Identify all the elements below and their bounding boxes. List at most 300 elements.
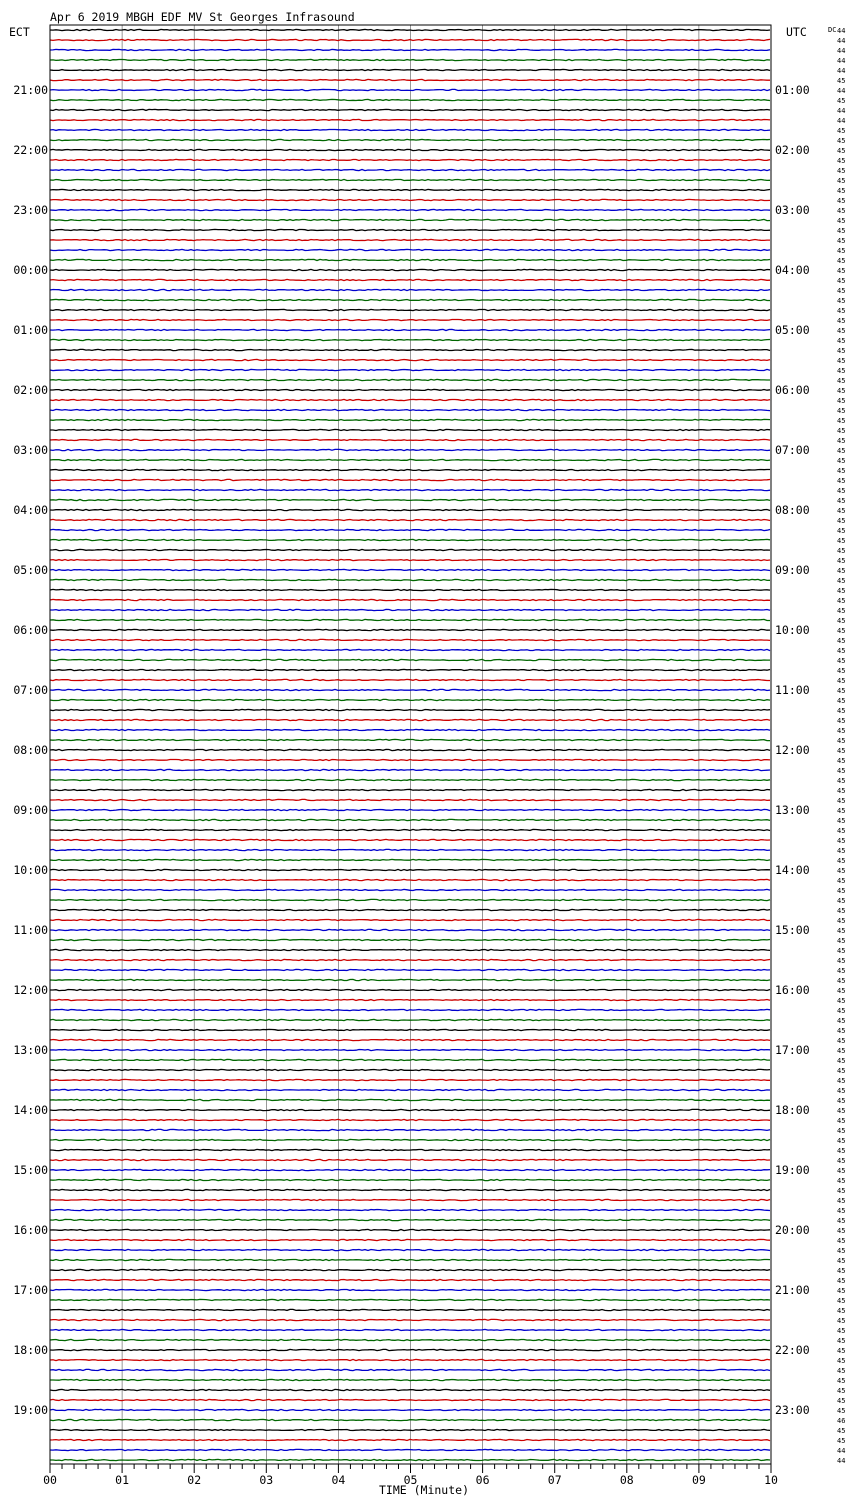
trace-line	[50, 819, 770, 820]
dc-offset-value: 45	[837, 217, 846, 225]
dc-offset-value: 45	[837, 127, 846, 135]
ect-hour-label: 07:00	[13, 683, 48, 697]
dc-offset-value: 45	[837, 1287, 846, 1295]
trace-line	[50, 1389, 770, 1390]
trace-line	[50, 39, 770, 40]
dc-offset-value: 45	[837, 897, 846, 905]
trace-line	[50, 99, 770, 100]
trace-line	[50, 69, 770, 70]
dc-offset-value: 45	[837, 837, 846, 845]
trace-line	[50, 309, 770, 310]
dc-offset-value: 45	[837, 927, 846, 935]
trace-line	[50, 529, 770, 530]
trace-line	[50, 629, 770, 630]
ect-hour-label: 14:00	[13, 1103, 48, 1117]
dc-offset-value: 45	[837, 437, 846, 445]
dc-offset-value: 45	[837, 1187, 846, 1195]
utc-hour-label: 20:00	[775, 1223, 810, 1237]
trace-line	[50, 409, 770, 410]
dc-offset-value: 45	[837, 767, 846, 775]
dc-offset-value: 45	[837, 697, 846, 705]
dc-offset-value: 45	[837, 547, 846, 555]
dc-offset-value: 45	[837, 97, 846, 105]
trace-line	[50, 1209, 770, 1210]
dc-offset-value: 45	[837, 1127, 846, 1135]
trace-line	[50, 569, 770, 570]
dc-offset-value: 45	[837, 847, 846, 855]
dc-offset-value: 45	[837, 1077, 846, 1085]
dc-offset-value: 45	[837, 77, 846, 85]
trace-line	[50, 559, 770, 560]
utc-hour-label: 07:00	[775, 443, 810, 457]
dc-offset-value: 45	[837, 1177, 846, 1185]
dc-offset-value: 45	[837, 1397, 846, 1405]
dc-offset-value: 45	[837, 1147, 846, 1155]
dc-offset-value: 45	[837, 1007, 846, 1015]
dc-offset-value: 45	[837, 617, 846, 625]
trace-line	[50, 1029, 770, 1030]
dc-offset-value: 44	[837, 27, 846, 35]
trace-line	[50, 539, 770, 540]
ect-hour-labels	[13, 83, 48, 1417]
trace-line	[50, 1149, 770, 1150]
trace-line	[50, 1329, 770, 1330]
trace-line	[50, 1309, 770, 1310]
dc-offset-value: 44	[837, 57, 846, 65]
trace-line	[50, 139, 770, 140]
trace-line	[50, 1199, 770, 1200]
trace-line	[50, 219, 770, 220]
dc-offset-value: 45	[837, 787, 846, 795]
dc-offset-value: 45	[837, 867, 846, 875]
trace-line	[50, 699, 770, 700]
utc-hour-label: 03:00	[775, 203, 810, 217]
dc-offset-value: 45	[837, 1197, 846, 1205]
utc-hour-label: 19:00	[775, 1163, 810, 1177]
dc-offset-value: 45	[837, 1317, 846, 1325]
trace-lines	[50, 29, 770, 1460]
dc-offset-value: 45	[837, 297, 846, 305]
dc-offset-value: 45	[837, 877, 846, 885]
dc-offset-value: 45	[837, 227, 846, 235]
trace-line	[50, 989, 770, 990]
dc-offset-value: 44	[837, 117, 846, 125]
chart-title: Apr 6 2019 MBGH EDF MV St Georges Infrasound	[50, 10, 355, 24]
trace-line	[50, 269, 770, 270]
trace-line	[50, 1219, 770, 1220]
trace-line	[50, 939, 770, 940]
ect-hour-label: 12:00	[13, 983, 48, 997]
trace-line	[50, 1259, 770, 1260]
dc-offset-value: 44	[837, 107, 846, 115]
dc-offset-value: 45	[837, 807, 846, 815]
trace-line	[50, 79, 770, 80]
x-tick-label: 03	[259, 1473, 274, 1487]
dc-offset-value: 45	[837, 1377, 846, 1385]
trace-line	[50, 389, 770, 390]
trace-line	[50, 319, 770, 320]
dc-offset-value: 45	[837, 1087, 846, 1095]
utc-hour-label: 12:00	[775, 743, 810, 757]
x-axis-ticks	[43, 1464, 778, 1487]
trace-line	[50, 589, 770, 590]
trace-line	[50, 169, 770, 170]
trace-line	[50, 1189, 770, 1190]
dc-offset-value: 45	[837, 1357, 846, 1365]
trace-line	[50, 419, 770, 420]
trace-line	[50, 1289, 770, 1290]
dc-offset-value: 45	[837, 397, 846, 405]
dc-offset-value: 45	[837, 137, 846, 145]
ect-hour-label: 15:00	[13, 1163, 48, 1177]
trace-line	[50, 519, 770, 520]
dc-offset-value: 45	[837, 937, 846, 945]
dc-offset-value: 45	[837, 1227, 846, 1235]
x-tick-label: 10	[764, 1473, 778, 1487]
dc-offset-value: 45	[837, 737, 846, 745]
ect-hour-label: 11:00	[13, 923, 48, 937]
dc-offset-value: 45	[837, 857, 846, 865]
dc-offset-value: 45	[837, 1097, 846, 1105]
trace-line	[50, 1039, 770, 1040]
dc-offset-value: 45	[837, 537, 846, 545]
dc-offset-value: 45	[837, 677, 846, 685]
trace-line	[50, 1269, 770, 1270]
trace-line	[50, 719, 770, 720]
dc-offset-value: 45	[837, 1067, 846, 1075]
trace-line	[50, 739, 770, 740]
trace-line	[50, 509, 770, 510]
utc-hour-label: 21:00	[775, 1283, 810, 1297]
dc-offset-value: 45	[837, 747, 846, 755]
dc-offset-value: 45	[837, 827, 846, 835]
trace-line	[50, 1019, 770, 1020]
x-tick-label: 07	[547, 1473, 562, 1487]
dc-offset-value: 45	[837, 507, 846, 515]
trace-line	[50, 889, 770, 890]
x-tick-label: 02	[187, 1473, 202, 1487]
trace-line	[50, 599, 770, 600]
dc-offset-value: 45	[837, 1327, 846, 1335]
dc-offset-value: 45	[837, 797, 846, 805]
utc-hour-label: 08:00	[775, 503, 810, 517]
utc-hour-labels	[775, 83, 810, 1417]
dc-offset-value: 45	[837, 977, 846, 985]
dc-offset-value: 45	[837, 1037, 846, 1045]
utc-hour-label: 17:00	[775, 1043, 810, 1057]
dc-offset-value: 45	[837, 487, 846, 495]
dc-offset-value: 45	[837, 887, 846, 895]
dc-offset-value: 45	[837, 517, 846, 525]
dc-offset-value: 45	[837, 577, 846, 585]
dc-offset-value: 45	[837, 177, 846, 185]
right-axis-label: UTC	[786, 25, 807, 39]
dc-offset-value: 45	[837, 1387, 846, 1395]
ect-hour-label: 06:00	[13, 623, 48, 637]
dc-offset-value: 45	[837, 527, 846, 535]
ect-hour-label: 21:00	[13, 83, 48, 97]
dc-offset-value: 45	[837, 1017, 846, 1025]
dc-offset-value: 45	[837, 907, 846, 915]
dc-offset-value: 45	[837, 197, 846, 205]
trace-line	[50, 1159, 770, 1160]
dc-offset-value: 45	[837, 1237, 846, 1245]
trace-line	[50, 59, 770, 60]
utc-hour-label: 14:00	[775, 863, 810, 877]
dc-offset-value: 45	[837, 147, 846, 155]
utc-hour-label: 09:00	[775, 563, 810, 577]
dc-offset-value: 45	[837, 1427, 846, 1435]
trace-line	[50, 1169, 770, 1170]
utc-hour-label: 13:00	[775, 803, 810, 817]
dc-offset-value: 45	[837, 687, 846, 695]
trace-line	[50, 49, 770, 50]
trace-line	[50, 1139, 770, 1140]
ect-hour-label: 05:00	[13, 563, 48, 577]
x-tick-label: 05	[403, 1473, 418, 1487]
trace-line	[50, 29, 770, 30]
trace-line	[50, 1399, 770, 1400]
ect-hour-label: 00:00	[13, 263, 48, 277]
dc-offset-value: 45	[837, 667, 846, 675]
ect-hour-label: 02:00	[13, 383, 48, 397]
trace-line	[50, 1109, 770, 1110]
dc-offset-value: 45	[837, 627, 846, 635]
dc-offset-value: 44	[837, 47, 846, 55]
dc-offset-value: 45	[837, 1247, 846, 1255]
dc-offset-value: 45	[837, 427, 846, 435]
trace-line	[50, 449, 770, 450]
dc-offset-value: 45	[837, 357, 846, 365]
trace-line	[50, 619, 770, 620]
dc-offset-value: 45	[837, 457, 846, 465]
dc-offset-value: 44	[837, 37, 846, 45]
trace-line	[50, 1119, 770, 1120]
trace-line	[50, 89, 770, 90]
trace-line	[50, 289, 770, 290]
trace-line	[50, 839, 770, 840]
dc-offset-value: 45	[837, 1027, 846, 1035]
trace-line	[50, 349, 770, 350]
dc-offset-value: 45	[837, 367, 846, 375]
trace-line	[50, 1079, 770, 1080]
dc-offset-value: 45	[837, 1047, 846, 1055]
trace-line	[50, 159, 770, 160]
utc-hour-label: 18:00	[775, 1103, 810, 1117]
dc-offset-value: 45	[837, 337, 846, 345]
trace-line	[50, 149, 770, 150]
trace-line	[50, 929, 770, 930]
trace-line	[50, 1279, 770, 1280]
dc-offset-value: 45	[837, 967, 846, 975]
dc-offset-value: 45	[837, 987, 846, 995]
trace-line	[50, 379, 770, 380]
trace-line	[50, 779, 770, 780]
trace-line	[50, 769, 770, 770]
dc-offset-value: 45	[837, 597, 846, 605]
trace-line	[50, 109, 770, 110]
dc-offset-value: 45	[837, 207, 846, 215]
trace-line	[50, 869, 770, 870]
trace-line	[50, 829, 770, 830]
trace-line	[50, 1359, 770, 1360]
dc-column-header: DC	[828, 26, 837, 34]
dc-offset-value: 45	[837, 947, 846, 955]
trace-line	[50, 679, 770, 680]
ect-hour-label: 01:00	[13, 323, 48, 337]
trace-line	[50, 969, 770, 970]
trace-line	[50, 1179, 770, 1180]
trace-line	[50, 339, 770, 340]
ect-hour-label: 08:00	[13, 743, 48, 757]
trace-line	[50, 479, 770, 480]
utc-hour-label: 16:00	[775, 983, 810, 997]
utc-hour-label: 01:00	[775, 83, 810, 97]
dc-offset-value: 45	[837, 1207, 846, 1215]
trace-line	[50, 649, 770, 650]
trace-line	[50, 259, 770, 260]
dc-offset-value: 45	[837, 407, 846, 415]
trace-line	[50, 1229, 770, 1230]
dc-offset-value: 45	[837, 257, 846, 265]
utc-hour-label: 22:00	[775, 1343, 810, 1357]
dc-offset-value: 45	[837, 587, 846, 595]
trace-line	[50, 579, 770, 580]
ect-hour-label: 23:00	[13, 203, 48, 217]
utc-hour-label: 06:00	[775, 383, 810, 397]
dc-offset-value: 45	[837, 387, 846, 395]
dc-offset-value: 45	[837, 717, 846, 725]
trace-line	[50, 1299, 770, 1300]
dc-offset-value: 45	[837, 647, 846, 655]
dc-offset-value: 45	[837, 957, 846, 965]
trace-line	[50, 789, 770, 790]
dc-offset-value: 45	[837, 727, 846, 735]
dc-offset-value: 45	[837, 1167, 846, 1175]
x-tick-label: 08	[619, 1473, 634, 1487]
trace-line	[50, 369, 770, 370]
dc-offset-labels	[837, 27, 845, 1465]
trace-line	[50, 429, 770, 430]
trace-line	[50, 609, 770, 610]
trace-line	[50, 659, 770, 660]
trace-line	[50, 1419, 770, 1420]
dc-offset-value: 45	[837, 1117, 846, 1125]
dc-offset-value: 45	[837, 317, 846, 325]
trace-line	[50, 1059, 770, 1060]
ect-hour-label: 09:00	[13, 803, 48, 817]
trace-line	[50, 499, 770, 500]
trace-line	[50, 1339, 770, 1340]
trace-line	[50, 849, 770, 850]
dc-offset-value: 45	[837, 637, 846, 645]
trace-line	[50, 229, 770, 230]
x-tick-label: 01	[115, 1473, 130, 1487]
dc-offset-value: 45	[837, 657, 846, 665]
trace-line	[50, 1069, 770, 1070]
dc-offset-value: 45	[837, 267, 846, 275]
ect-hour-label: 17:00	[13, 1283, 48, 1297]
dc-offset-value: 45	[837, 467, 846, 475]
trace-line	[50, 1459, 770, 1460]
ect-hour-label: 03:00	[13, 443, 48, 457]
dc-offset-value: 45	[837, 1057, 846, 1065]
trace-line	[50, 279, 770, 280]
dc-offset-value: 45	[837, 707, 846, 715]
ect-hour-label: 04:00	[13, 503, 48, 517]
dc-offset-value: 46	[837, 1417, 846, 1425]
x-tick-label: 00	[43, 1473, 57, 1487]
dc-offset-value: 45	[837, 917, 846, 925]
dc-offset-value: 44	[837, 1457, 846, 1465]
dc-offset-value: 45	[837, 187, 846, 195]
ect-hour-label: 13:00	[13, 1043, 48, 1057]
trace-line	[50, 489, 770, 490]
trace-line	[50, 459, 770, 460]
trace-line	[50, 1049, 770, 1050]
dc-offset-value: 44	[837, 87, 846, 95]
dc-offset-value: 45	[837, 1347, 846, 1355]
trace-line	[50, 799, 770, 800]
trace-line	[50, 249, 770, 250]
ect-hour-label: 18:00	[13, 1343, 48, 1357]
trace-line	[50, 199, 770, 200]
trace-line	[50, 359, 770, 360]
ect-hour-label: 16:00	[13, 1223, 48, 1237]
x-tick-label: 04	[331, 1473, 346, 1487]
dc-offset-value: 45	[837, 447, 846, 455]
trace-line	[50, 1369, 770, 1370]
x-tick-label: 09	[691, 1473, 706, 1487]
ect-hour-label: 10:00	[13, 863, 48, 877]
x-axis-label: TIME (Minute)	[378, 1483, 470, 1497]
trace-line	[50, 999, 770, 1000]
trace-line	[50, 1409, 770, 1410]
trace-line	[50, 979, 770, 980]
x-tick-label: 06	[475, 1473, 490, 1487]
dc-offset-value: 45	[837, 1267, 846, 1275]
trace-line	[50, 709, 770, 710]
trace-line	[50, 909, 770, 910]
trace-line	[50, 1099, 770, 1100]
trace-line	[50, 399, 770, 400]
trace-line	[50, 1379, 770, 1380]
trace-line	[50, 949, 770, 950]
trace-line	[50, 439, 770, 440]
trace-line	[50, 639, 770, 640]
trace-line	[50, 1129, 770, 1130]
left-axis-label: ECT	[9, 25, 30, 39]
trace-line	[50, 1449, 770, 1450]
ect-hour-label: 19:00	[13, 1403, 48, 1417]
dc-offset-value: 45	[837, 477, 846, 485]
trace-line	[50, 239, 770, 240]
trace-line	[50, 209, 770, 210]
trace-line	[50, 759, 770, 760]
trace-line	[50, 749, 770, 750]
dc-offset-value: 45	[837, 1297, 846, 1305]
dc-offset-value: 44	[837, 1447, 846, 1455]
trace-line	[50, 1089, 770, 1090]
ect-hour-label: 22:00	[13, 143, 48, 157]
trace-line	[50, 859, 770, 860]
trace-line	[50, 189, 770, 190]
dc-offset-value: 45	[837, 347, 846, 355]
trace-line	[50, 959, 770, 960]
dc-offset-value: 45	[837, 497, 846, 505]
trace-line	[50, 179, 770, 180]
dc-offset-value: 45	[837, 157, 846, 165]
